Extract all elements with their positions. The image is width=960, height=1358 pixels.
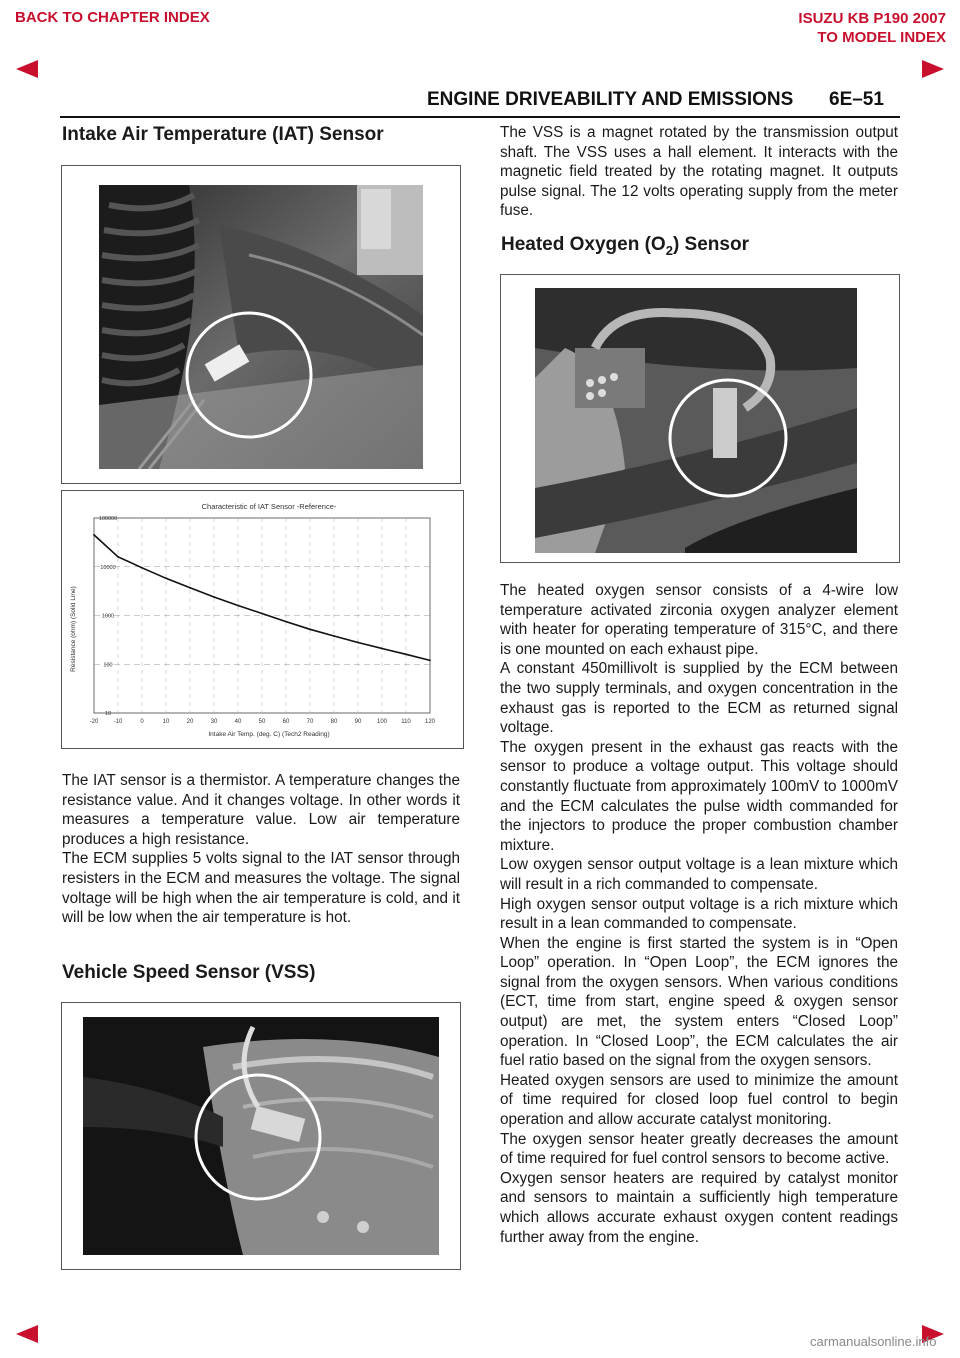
resistance-data-point bbox=[141, 567, 143, 569]
y-tick-label: 10000 bbox=[100, 564, 116, 571]
header-divider bbox=[60, 116, 900, 118]
x-tick-label: 100 bbox=[376, 719, 388, 725]
resistance-data-point bbox=[285, 621, 287, 623]
previous-page-arrow-icon-bottom[interactable] bbox=[16, 1325, 38, 1343]
model-index-link[interactable] bbox=[798, 9, 946, 47]
o2-paragraph-4: Low oxygen sensor output voltage is a lean mixture which will result in a rich commanded to compensate. bbox=[500, 856, 898, 893]
chart-xlabel: Intake Air Temp. (deg. C) (Tech2 Reading) bbox=[208, 731, 330, 738]
x-tick-label: 90 bbox=[354, 719, 362, 725]
x-tick-label: 120 bbox=[424, 719, 436, 725]
back-to-chapter-index-link[interactable]: BACK TO CHAPTER INDEX bbox=[15, 9, 210, 26]
y-tick-label: 10 bbox=[104, 711, 112, 717]
chart-ylabel: Resistance (ohm) (Solid Line) bbox=[70, 586, 77, 672]
iat-chart-svg bbox=[62, 491, 463, 748]
resistance-data-point bbox=[237, 605, 239, 607]
vss-paragraph: The VSS is a magnet rotated by the transmission output shaft. The VSS uses a hall element. It interacts with the magnetic field treated by the rotating magnet. It outputs pulse signal. The 12 volts operating supply from the meter fuse. bbox=[500, 124, 898, 220]
iat-description bbox=[62, 771, 460, 928]
resistance-data-point bbox=[165, 577, 167, 579]
o2-paragraph-7: Heated oxygen sensors are used to minimize the amount of time required for closed loop fuel control to begin operation and allow accurate catalyst monitoring. bbox=[500, 1071, 898, 1129]
resistance-data-point bbox=[93, 534, 95, 536]
o2-sensor-figure bbox=[500, 274, 900, 563]
iat-section-title: Intake Air Temperature (IAT) Sensor bbox=[62, 124, 384, 145]
previous-page-arrow-icon[interactable] bbox=[16, 60, 38, 78]
footer-watermark: carmanualsonline.info bbox=[810, 1334, 937, 1349]
x-tick-label: 10 bbox=[162, 719, 170, 725]
y-tick-label: 100000 bbox=[98, 516, 118, 522]
to-model-index-label: TO MODEL INDEX bbox=[817, 29, 946, 46]
o2-title-suffix: ) Sensor bbox=[672, 234, 749, 255]
x-tick-label: 110 bbox=[401, 719, 411, 725]
o2-paragraph-8: The oxygen sensor heater greatly decreases the amount of time required for fuel control sensors to become active. bbox=[500, 1130, 898, 1168]
o2-paragraph-5: High oxygen sensor output voltage is a rich mixture which result in a lean commanded to compensate. bbox=[500, 895, 898, 933]
o2-paragraph-3: The oxygen present in the exhaust gas reacts with the sensor to produce a voltage output. This voltage should constantly fluctuate from approximately 100mV to 1000mV and the ECM calculates the pulse width commanded for the injectors to produce the proper combustion chamber mixture. bbox=[500, 738, 898, 854]
y-tick-label: 100 bbox=[103, 662, 113, 669]
iat-sensor-figure bbox=[61, 165, 461, 484]
iat-characteristic-chart bbox=[61, 490, 464, 749]
x-tick-label: 20 bbox=[186, 719, 194, 725]
x-tick-label: 60 bbox=[282, 719, 290, 725]
o2-title-prefix: Heated Oxygen (O bbox=[501, 234, 666, 255]
o2-paragraph-1: The heated oxygen sensor consists of a 4-wire low temperature activated zirconia oxygen analyzer element with heater for operating temperature of 315°C, and there is one mounted on each exhaust pipe. bbox=[500, 582, 898, 658]
x-tick-label: 40 bbox=[234, 719, 242, 725]
resistance-data-point bbox=[261, 613, 263, 615]
o2-description bbox=[500, 581, 898, 1247]
x-tick-label: 80 bbox=[330, 719, 338, 725]
x-tick-label: -10 bbox=[113, 719, 123, 725]
resistance-data-point bbox=[405, 653, 407, 655]
resistance-data-point bbox=[189, 587, 191, 589]
iat-paragraph-1: The IAT sensor is a thermistor. A temperature changes the resistance value. And it changes voltage. In other words it measures a temperature value. Low air temperature produces a high resistance. bbox=[62, 772, 460, 848]
resistance-data-point bbox=[309, 628, 311, 630]
x-tick-label: 30 bbox=[210, 719, 218, 725]
vss-sensor-figure bbox=[61, 1002, 461, 1270]
resistance-data-point bbox=[117, 556, 119, 558]
resistance-data-point bbox=[333, 635, 335, 637]
resistance-data-point bbox=[381, 648, 383, 650]
vss-sensor-photo bbox=[83, 1017, 439, 1255]
vss-description bbox=[500, 123, 898, 221]
o2-paragraph-6: When the engine is first started the system is in “Open Loop” operation. In “Open Loop”, the ECM ignores the signal from the oxygen sensors. When various conditions (ECT, time from start, engine speed & oxygen sensor output) are met, the system enters “Closed Loop” operation. In “Closed Loop”, the ECM calculates the air fuel ratio based on the signal from the oxygen sensors. bbox=[500, 934, 898, 1070]
iat-paragraph-2: The ECM supplies 5 volts signal to the IAT sensor through resisters in the ECM and measures the voltage. The signal voltage will be high when the air temperature is cold, and it will be low when the air temperature is hot. bbox=[62, 850, 460, 927]
o2-section-title bbox=[501, 234, 749, 258]
x-tick-label: 70 bbox=[306, 719, 314, 725]
o2-title-subscript: 2 bbox=[665, 242, 673, 258]
o2-paragraph-9: Oxygen sensor heaters are required by catalyst monitor and sensors to maintain a sufficiently high temperature which allows accurate exhaust oxygen content readings further away from the engine. bbox=[500, 1169, 898, 1246]
resistance-data-point bbox=[357, 642, 359, 644]
resistance-data-point bbox=[213, 596, 215, 598]
chart-title: Characteristic of IAT Sensor -Reference- bbox=[201, 502, 337, 511]
x-tick-label: 0 bbox=[140, 719, 144, 725]
next-page-arrow-icon[interactable] bbox=[922, 60, 944, 78]
model-name-label: ISUZU KB P190 2007 bbox=[798, 10, 946, 27]
o2-sensor-photo bbox=[535, 288, 857, 553]
o2-paragraph-2: A constant 450millivolt is supplied by the ECM between the two supply terminals, and oxygen concentration in the exhaust gas is reported to the ECM as returned signal voltage. bbox=[500, 660, 898, 737]
page-header-section: ENGINE DRIVEABILITY AND EMISSIONS bbox=[427, 89, 794, 110]
vss-section-title: Vehicle Speed Sensor (VSS) bbox=[62, 962, 316, 983]
iat-sensor-photo bbox=[99, 185, 423, 469]
y-tick-label: 1000 bbox=[101, 613, 115, 620]
x-tick-label: 50 bbox=[258, 719, 266, 725]
x-tick-label: -20 bbox=[89, 719, 99, 725]
page-number: 6E–51 bbox=[829, 89, 884, 110]
resistance-data-point bbox=[429, 659, 431, 661]
